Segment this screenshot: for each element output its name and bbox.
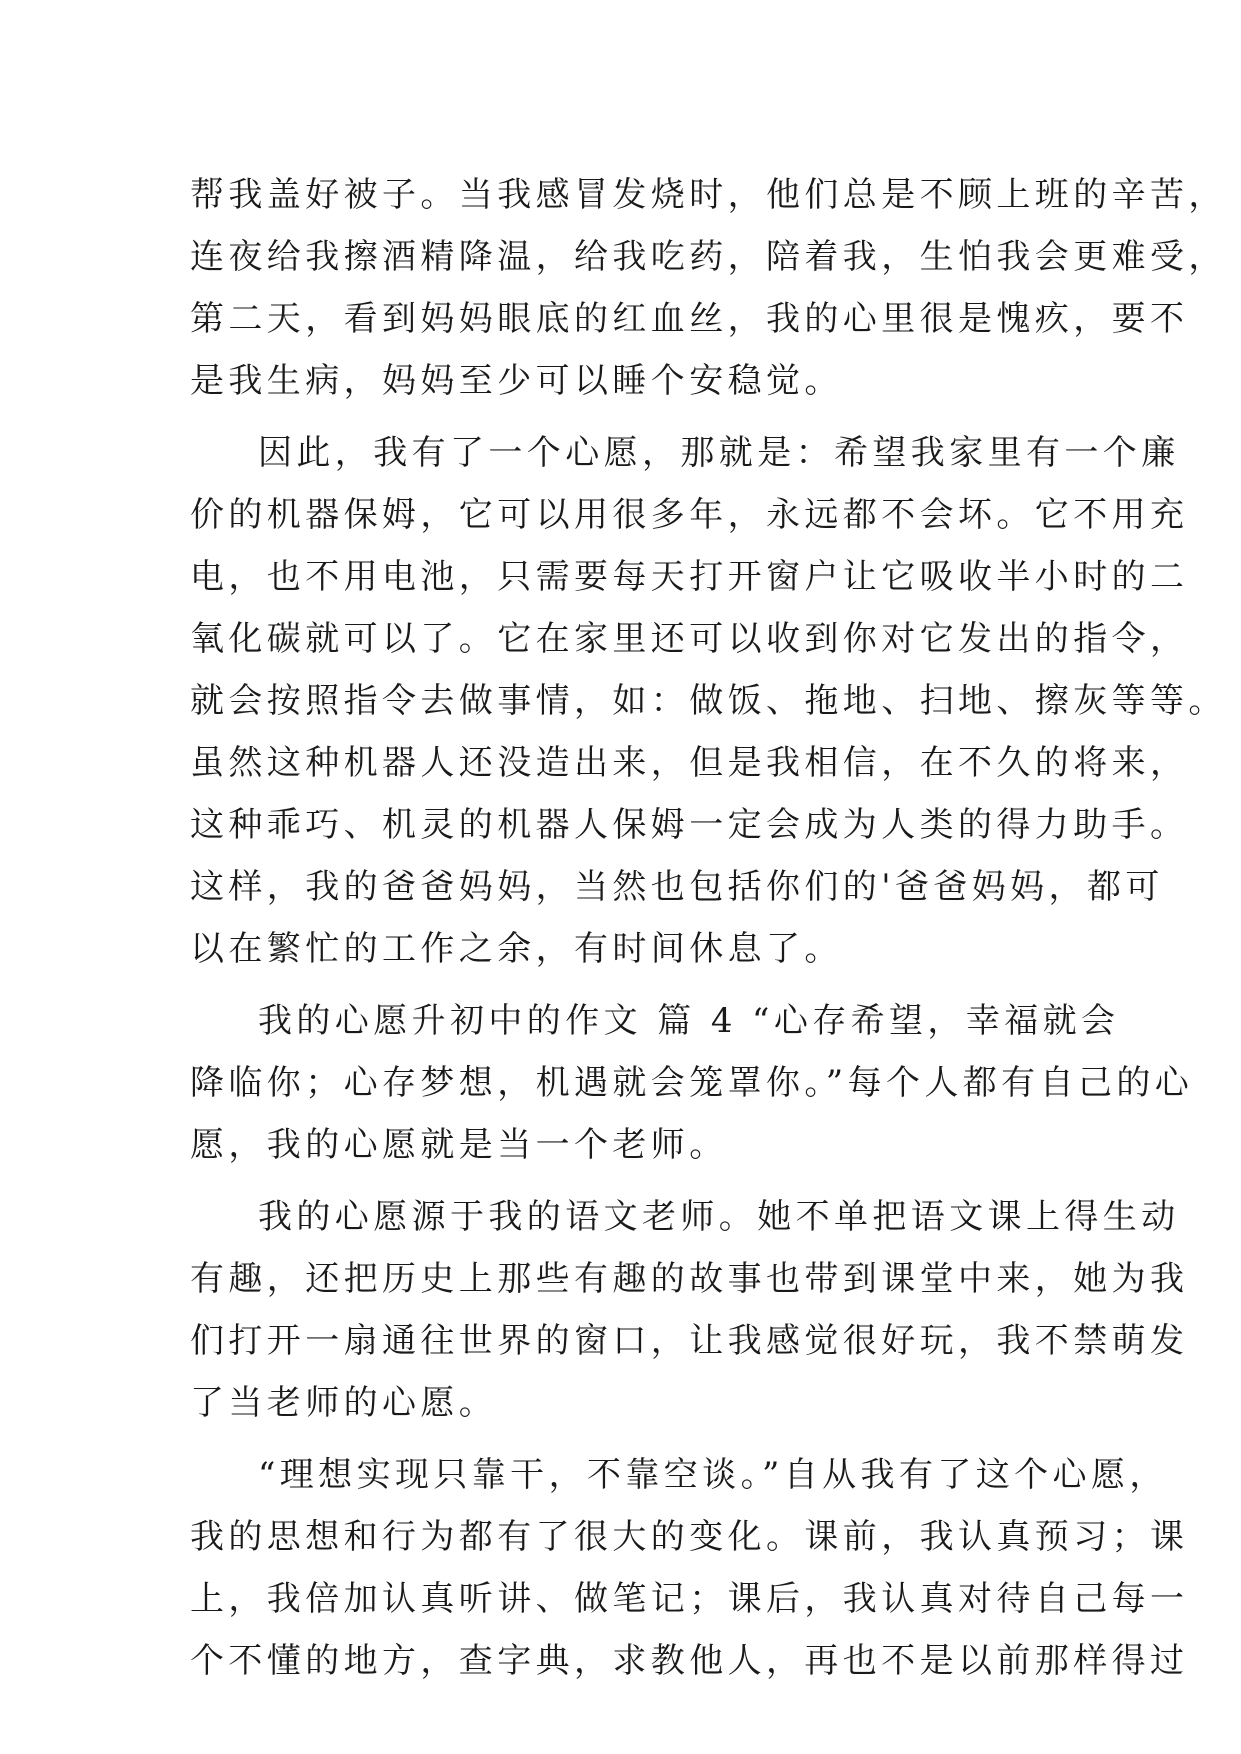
text-line: 上，我倍加认真听讲、做笔记；课后，我认真对待自己每一 xyxy=(190,1579,1189,1619)
paragraph-1 xyxy=(190,164,1227,412)
text-line: 价的机器保姆，它可以用很多年，永远都不会坏。它不用充 xyxy=(190,495,1189,535)
paragraph-3 xyxy=(190,990,1194,1176)
text-line: 是我生病，妈妈至少可以睡个安稳觉。 xyxy=(190,361,843,401)
text-line: 连夜给我擦酒精降温，给我吃药，陪着我，生怕我会更难受， xyxy=(190,237,1227,277)
text-line: 虽然这种机器人还没造出来，但是我相信，在不久的将来， xyxy=(190,743,1189,783)
text-line: 了当老师的心愿。 xyxy=(190,1383,498,1423)
text-line: 因此，我有了一个心愿，那就是：希望我家里有一个廉 xyxy=(258,433,1180,473)
text-line: 我的心愿源于我的语文老师。她不单把语文课上得生动 xyxy=(258,1197,1180,1237)
text-line: 个不懂的地方，查字典，求教他人，再也不是以前那样得过 xyxy=(190,1641,1189,1681)
text-line: 就会按照指令去做事情，如：做饭、拖地、扫地、擦灰等等。 xyxy=(190,681,1227,721)
text-line: “理想实现只靠干，不靠空谈。”自从我有了这个心愿， xyxy=(258,1455,1168,1495)
paragraph-5 xyxy=(190,1444,1189,1692)
text-line: 们打开一扇通往世界的窗口，让我感觉很好玩，我不禁萌发 xyxy=(190,1321,1189,1361)
text-line: 降临你；心存梦想，机遇就会笼罩你。”每个人都有自己的心 xyxy=(190,1063,1194,1103)
text-line: 第二天，看到妈妈眼底的红血丝，我的心里很是愧疚，要不 xyxy=(190,299,1189,339)
text-line: 我的思想和行为都有了很大的变化。课前，我认真预习；课 xyxy=(190,1517,1189,1557)
text-line: 这样，我的爸爸妈妈，当然也包括你们的'爸爸妈妈，都可 xyxy=(190,867,1164,907)
text-line: 帮我盖好被子。当我感冒发烧时，他们总是不顾上班的辛苦， xyxy=(190,175,1227,215)
paragraph-4 xyxy=(190,1186,1189,1434)
text-line: 以在繁忙的工作之余，有时间休息了。 xyxy=(190,929,843,969)
document-body xyxy=(190,164,1227,1702)
text-line: 氧化碳就可以了。它在家里还可以收到你对它发出的指令， xyxy=(190,619,1189,659)
text-line: 愿，我的心愿就是当一个老师。 xyxy=(190,1125,728,1165)
text-line: 我的心愿升初中的作文 篇 4 “心存希望，幸福就会 xyxy=(258,1001,1120,1041)
paragraph-2 xyxy=(190,422,1227,980)
text-line: 有趣，还把历史上那些有趣的故事也带到课堂中来，她为我 xyxy=(190,1259,1189,1299)
text-line: 这种乖巧、机灵的机器人保姆一定会成为人类的得力助手。 xyxy=(190,805,1189,845)
text-line: 电，也不用电池，只需要每天打开窗户让它吸收半小时的二 xyxy=(190,557,1189,597)
